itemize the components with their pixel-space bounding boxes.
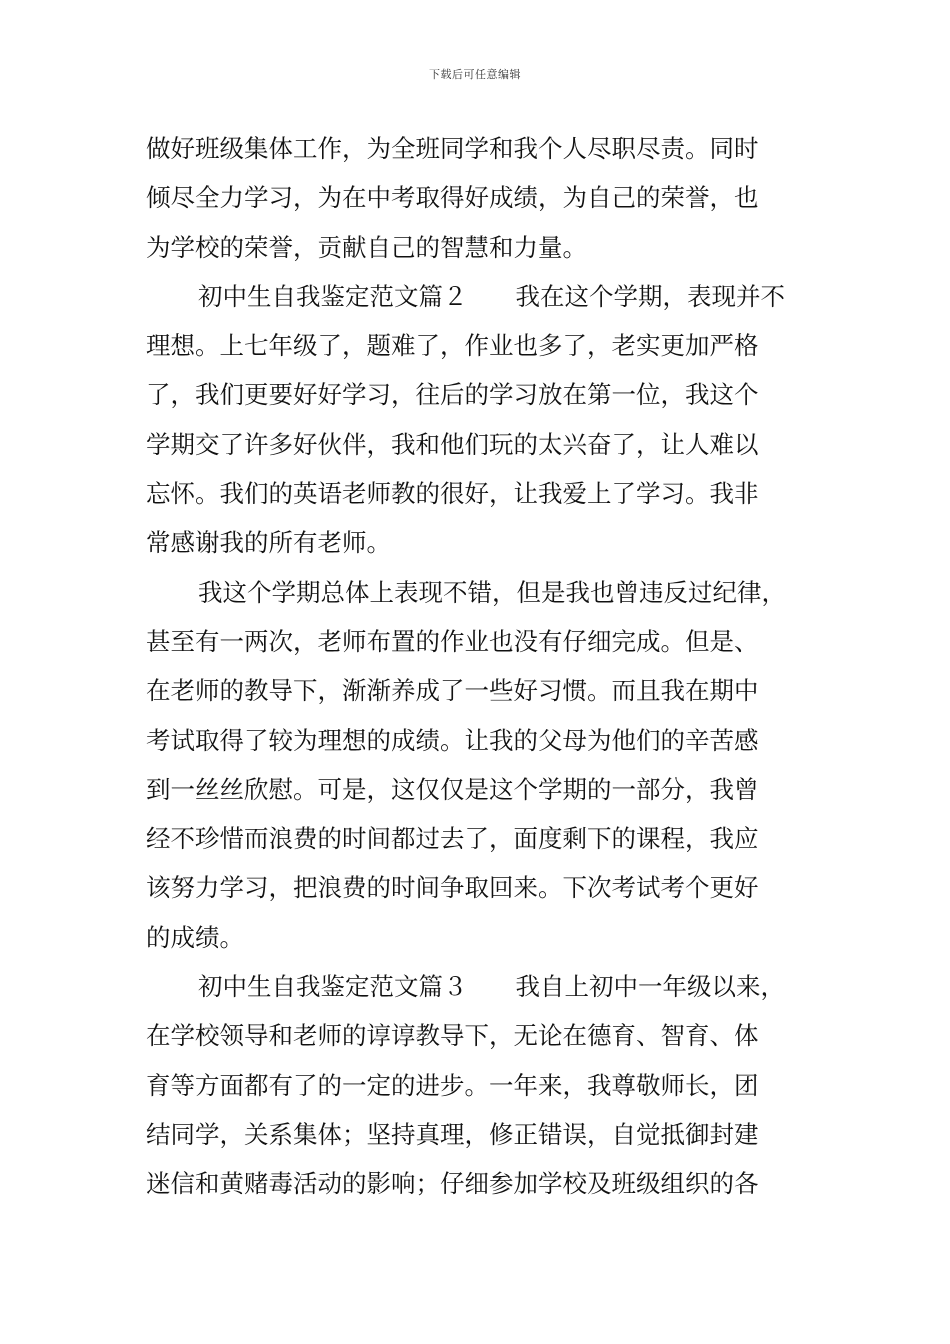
text-line: 迷信和黄赌毒活动的影响；仔细参加学校及班级组织的各 — [146, 1169, 759, 1199]
text-line: 甚至有一两次，老师布置的作业也没有仔细完成。但是、 — [146, 626, 759, 656]
document-body — [146, 124, 816, 1209]
text-line: 到一丝丝欣慰。可是，这仅仅是这个学期的一部分，我曾 — [146, 774, 759, 804]
text-line: 该努力学习，把浪费的时间争取回来。下次考试考个更好 — [146, 873, 759, 903]
text-span: 我自上初中一年级以来， — [515, 972, 785, 1002]
paragraph-3 — [146, 568, 816, 962]
paragraph-1 — [146, 124, 816, 272]
text-line: 在老师的教导下，渐渐养成了一些好习惯。而且我在期中 — [146, 676, 759, 706]
text-line: 的成绩。 — [146, 922, 244, 952]
paragraph-4 — [146, 962, 816, 1208]
text-line — [146, 272, 816, 321]
paragraph-2 — [146, 272, 816, 568]
section-heading-3: 初中生自我鉴定范文篇３ — [198, 972, 468, 1002]
text-line: 理想。上七年级了，题难了，作业也多了，老实更加严格 — [146, 331, 759, 361]
text-line: 为学校的荣誉，贡献自己的智慧和力量。 — [146, 232, 587, 262]
text-span: 我在这个学期，表现并不 — [515, 281, 785, 311]
text-line: 忘怀。我们的英语老师教的很好，让我爱上了学习。我非 — [146, 479, 759, 509]
text-line: 倾尽全力学习，为在中考取得好成绩，为自己的荣誉，也 — [146, 183, 759, 213]
text-line: 了，我们更要好好学习，往后的学习放在第一位，我这个 — [146, 380, 759, 410]
text-line: 做好班级集体工作，为全班同学和我个人尽职尽责。同时 — [146, 134, 759, 163]
text-line: 在学校领导和老师的谆谆教导下，无论在德育、智育、体 — [146, 1021, 759, 1051]
text-line: 结同学，关系集体；坚持真理，修正错误，自觉抵御封建 — [146, 1119, 759, 1149]
text-line: 学期交了许多好伙伴，我和他们玩的太兴奋了，让人难以 — [146, 429, 759, 459]
page-header: 下载后可任意编辑 — [429, 68, 521, 81]
text-line: 常感谢我的所有老师。 — [146, 528, 391, 558]
section-heading-2: 初中生自我鉴定范文篇２ — [198, 281, 468, 311]
text-line: 经不珍惜而浪费的时间都过去了，面度剩下的课程，我应 — [146, 824, 759, 854]
text-line: 我这个学期总体上表现不错，但是我也曾违反过纪律， — [198, 577, 786, 607]
text-line: 考试取得了较为理想的成绩。让我的父母为他们的辛苦感 — [146, 725, 759, 755]
text-line: 育等方面都有了的一定的进步。一年来，我尊敬师长，团 — [146, 1070, 759, 1100]
text-line — [146, 962, 816, 1011]
